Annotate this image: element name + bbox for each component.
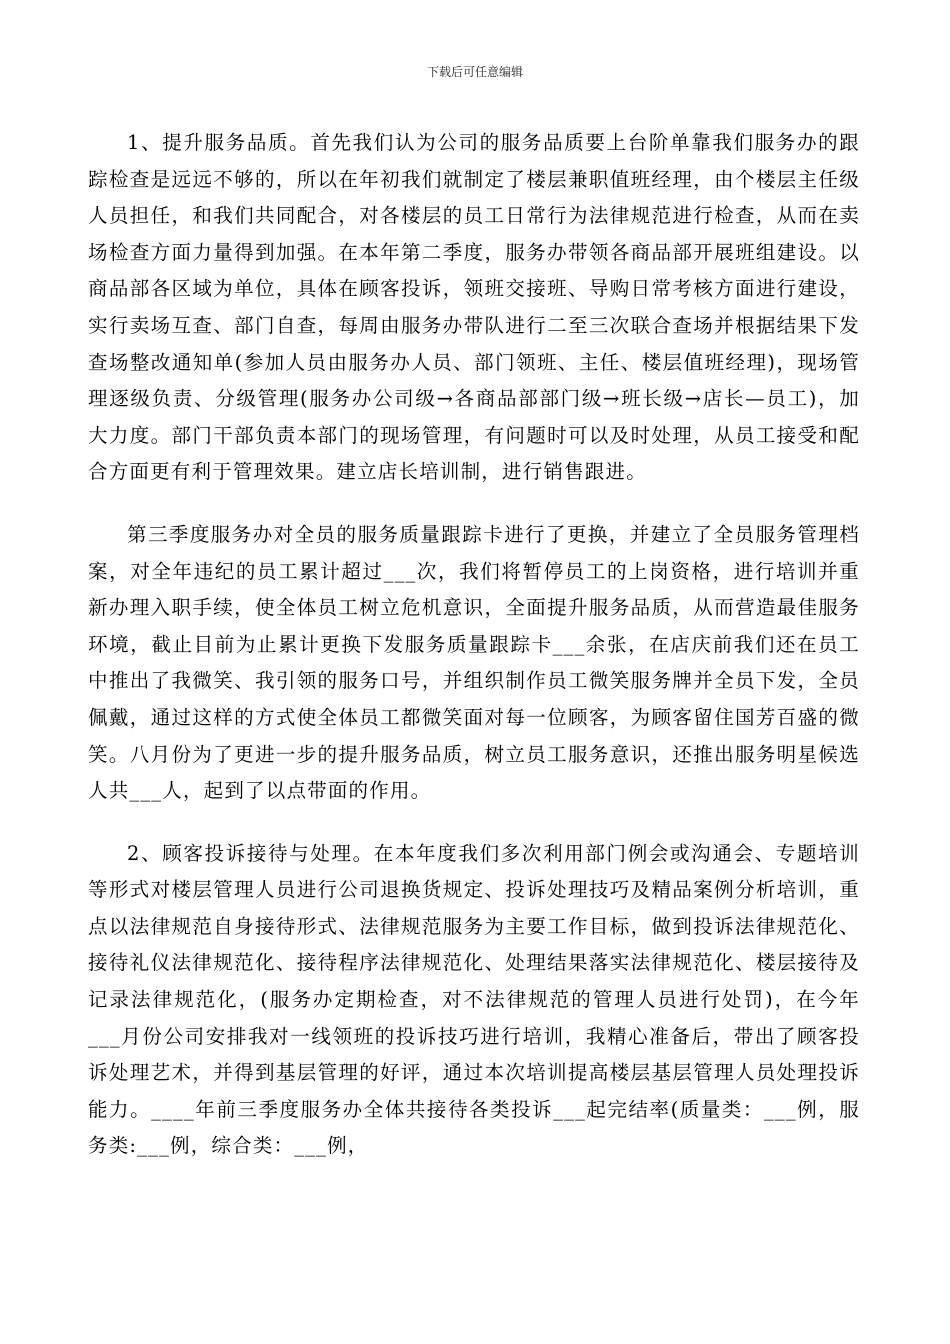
paragraph-third-quarter: 第三季度服务办对全员的服务质量跟踪卡进行了更换，并建立了全员服务管理档案，对全年违纪的员工累计超过___次，我们将暂停员工的上岗资格，进行培训并重新办理入职手续，使全体员工树立危机意识，全面提升服务品质，从而营造最佳服务环境，截止目前为止累计更换下发服务质量跟踪卡___余张，在店庆前我们还在员工中推出了我微笑、我引领的服务口号，并组织制作员工微笑服务牌并全员下发，全员佩戴，通过这样的方式使全体员工都微笑面对每一位顾客，为顾客留住国芳百盛的微笑。八月份为了更进一步的提升服务品质，树立员工服务意识，还推出服务明星候选人共___人，起到了以点带面的作用。 [88,522,860,803]
paragraph-service-quality: 1、提升服务品质。首先我们认为公司的服务品质要上台阶单靠我们服务办的跟踪检查是远远不够的，所以在年初我们就制定了楼层兼职值班经理，由个楼层主任级人员担任，和我们共同配合，对各楼层的员工日常行为法律规范进行检查，从而在卖场检查方面力量得到加强。在本年第二季度，服务办带领各商品部开展班组建设。以商品部各区域为单位，具体在顾客投诉，领班交接班、导购日常考核方面进行建设，实行卖场互查、部门自查，每周由服务办带队进行二至三次联合查场并根据结果下发查场整改通知单(参加人员由服务办人员、部门领班、主任、楼层值班经理)，现场管理逐级负责、分级管理(服务办公司级→各商品部部门级→班长级→店长—员工)，加大力度。部门干部负责本部门的现场管理，有问题时可以及时处理，从员工接受和配合方面更有利于管理效果。建立店长培训制，进行销售跟进。 [88,131,860,484]
paragraph-complaint-handling: 2、顾客投诉接待与处理。在本年度我们多次利用部门例会或沟通会、专题培训等形式对楼层管理人员进行公司退换货规定、投诉处理技巧及精品案例分析培训，重点以法律规范自身接待形式、法律规范服务为主要工作目标，做到投诉法律规范化、接待礼仪法律规范化、接待程序法律规范化、处理结果落实法律规范化、楼层接待及记录法律规范化，(服务办定期检查，对不法律规范的管理人员进行处罚)，在今年___月份公司安排我对一线领班的投诉技巧进行培训，我精心准备后，带出了顾客投诉处理艺术，并得到基层管理的好评，通过本次培训提高楼层基层管理人员处理投诉能力。____年前三季度服务办全体共接待各类投诉___起完结率(质量类：___例，服务类:___例，综合类：___例， [88,841,860,1158]
document-body [88,125,860,1165]
page-header: 下载后可任意编辑 [426,65,523,79]
